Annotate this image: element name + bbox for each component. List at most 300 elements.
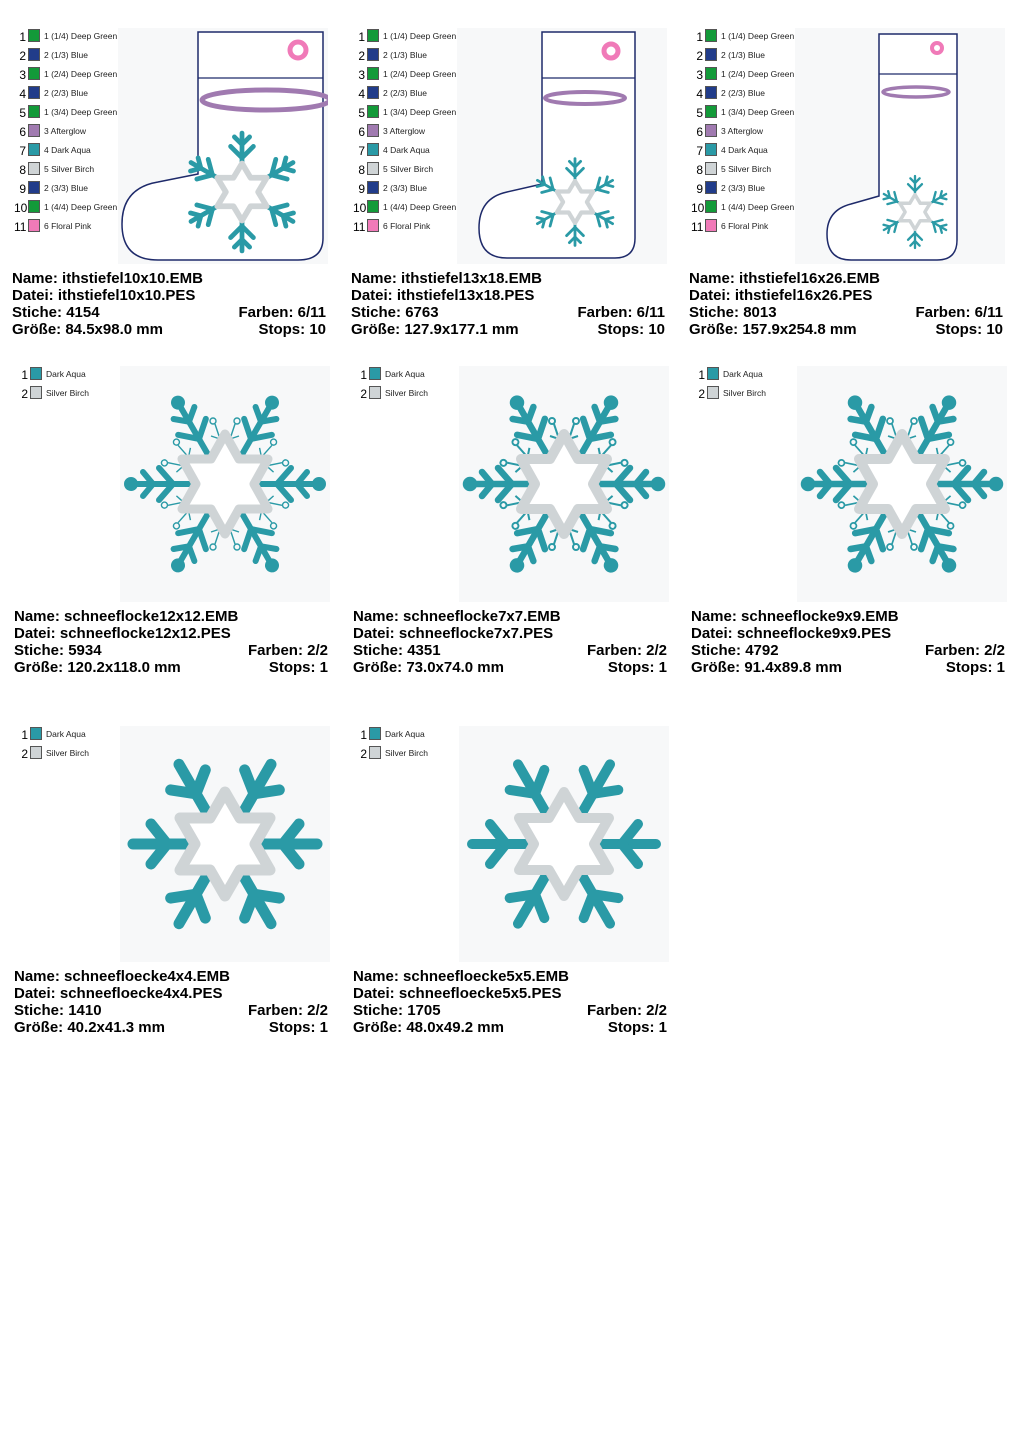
legend-number: 10 bbox=[691, 201, 705, 215]
color-swatch bbox=[705, 200, 717, 213]
legend-color-name: 6 Floral Pink bbox=[383, 221, 431, 231]
legend-row bbox=[355, 385, 465, 404]
stitches-colors-line bbox=[14, 642, 328, 659]
design-info bbox=[353, 968, 667, 1036]
stitches-label: Stiche: bbox=[14, 1002, 65, 1019]
stitch-count: 4792 bbox=[745, 642, 779, 659]
color-swatch bbox=[367, 67, 379, 80]
colors-label: Farben: bbox=[577, 304, 633, 321]
color-swatch bbox=[28, 124, 40, 137]
legend-row bbox=[353, 47, 463, 66]
design-name-line bbox=[691, 608, 1005, 625]
legend-color-name: 3 Afterglow bbox=[721, 126, 764, 136]
legend-color-name: 1 (1/4) Deep Green bbox=[721, 31, 795, 41]
legend-number: 6 bbox=[19, 125, 26, 139]
snowflake-design-image bbox=[459, 366, 669, 602]
color-swatch bbox=[369, 746, 381, 759]
legend-color-name: 1 (3/4) Deep Green bbox=[721, 107, 795, 117]
legend-number: 7 bbox=[696, 144, 703, 158]
file-label: Datei: bbox=[12, 287, 54, 304]
color-swatch bbox=[705, 143, 717, 156]
size-label: Größe: bbox=[12, 321, 62, 338]
legend-number: 2 bbox=[358, 49, 365, 63]
color-legend bbox=[355, 366, 465, 404]
legend-row bbox=[355, 366, 465, 385]
stitches-label: Stiche: bbox=[691, 642, 742, 659]
legend-row bbox=[14, 199, 124, 218]
name-label: Name: bbox=[14, 968, 60, 985]
design-size: 73.0x74.0 mm bbox=[406, 659, 504, 676]
legend-row bbox=[16, 385, 126, 404]
legend-number: 1 bbox=[21, 368, 28, 382]
design-size: 40.2x41.3 mm bbox=[67, 1019, 165, 1036]
legend-color-name: Dark Aqua bbox=[46, 369, 86, 379]
snowflake-design-image bbox=[797, 366, 1007, 602]
color-swatch bbox=[28, 86, 40, 99]
design-name: ithstiefel16x26.EMB bbox=[739, 270, 880, 287]
color-swatch bbox=[28, 143, 40, 156]
stop-count: 1 bbox=[658, 659, 667, 676]
design-file-line bbox=[14, 985, 328, 1002]
design-size: 48.0x49.2 mm bbox=[406, 1019, 504, 1036]
legend-color-name: Silver Birch bbox=[46, 388, 89, 398]
snowflake-motif bbox=[120, 366, 330, 602]
legend-row bbox=[691, 142, 801, 161]
legend-color-name: 1 (4/4) Deep Green bbox=[44, 202, 118, 212]
stitches-colors-line bbox=[691, 642, 1005, 659]
color-swatch bbox=[30, 386, 42, 399]
file-label: Datei: bbox=[691, 625, 733, 642]
size-stops-line bbox=[14, 1019, 328, 1036]
legend-color-name: 4 Dark Aqua bbox=[44, 145, 91, 155]
design-info bbox=[12, 270, 326, 338]
size-stops-line bbox=[691, 659, 1005, 676]
stop-count: 1 bbox=[319, 1019, 328, 1036]
legend-color-name: 2 (1/3) Blue bbox=[44, 50, 88, 60]
design-name-line bbox=[14, 608, 328, 625]
legend-color-name: 5 Silver Birch bbox=[44, 164, 95, 174]
size-stops-line bbox=[689, 321, 1003, 338]
legend-number: 11 bbox=[14, 220, 27, 234]
legend-color-name: 2 (1/3) Blue bbox=[721, 50, 765, 60]
design-name-line bbox=[12, 270, 326, 287]
colors-label: Farben: bbox=[586, 642, 642, 659]
size-label: Größe: bbox=[353, 1019, 403, 1036]
legend-number: 3 bbox=[696, 68, 703, 82]
legend-number: 1 bbox=[696, 30, 703, 44]
colors-label: Farben: bbox=[924, 642, 980, 659]
stop-count: 1 bbox=[658, 1019, 667, 1036]
legend-color-name: 1 (1/4) Deep Green bbox=[44, 31, 118, 41]
colors-label: Farben: bbox=[238, 304, 294, 321]
legend-row bbox=[14, 104, 124, 123]
size-label: Größe: bbox=[689, 321, 739, 338]
design-file-line bbox=[691, 625, 1005, 642]
legend-number: 1 bbox=[19, 30, 26, 44]
legend-color-name: Dark Aqua bbox=[46, 729, 86, 739]
color-count: 6/11 bbox=[974, 304, 1003, 321]
legend-color-name: 4 Dark Aqua bbox=[383, 145, 430, 155]
stitches-label: Stiche: bbox=[353, 642, 404, 659]
color-swatch bbox=[28, 200, 40, 213]
legend-number: 1 bbox=[360, 368, 367, 382]
stitch-count: 8013 bbox=[743, 304, 777, 321]
color-swatch bbox=[28, 67, 40, 80]
legend-color-name: 2 (2/3) Blue bbox=[44, 88, 88, 98]
color-swatch bbox=[367, 219, 379, 232]
name-label: Name: bbox=[14, 608, 60, 625]
design-name: schneefloecke4x4.EMB bbox=[64, 968, 230, 985]
stitches-colors-line bbox=[14, 1002, 328, 1019]
snowflake-motif bbox=[459, 726, 669, 962]
legend-number: 3 bbox=[19, 68, 26, 82]
legend-color-name: 2 (2/3) Blue bbox=[383, 88, 427, 98]
size-label: Größe: bbox=[14, 659, 64, 676]
stops-label: Stops: bbox=[597, 321, 645, 338]
legend-number: 2 bbox=[21, 747, 28, 761]
snowflake-design-image bbox=[120, 366, 330, 602]
color-swatch bbox=[30, 727, 42, 740]
design-file-line bbox=[689, 287, 1003, 304]
snowflake-design-image bbox=[120, 726, 330, 962]
legend-row bbox=[353, 199, 463, 218]
stops-label: Stops: bbox=[268, 1019, 316, 1036]
legend-number: 1 bbox=[358, 30, 365, 44]
design-file: schneeflocke12x12.PES bbox=[59, 625, 231, 642]
color-swatch bbox=[28, 48, 40, 61]
color-count: 6/11 bbox=[636, 304, 665, 321]
design-preview bbox=[120, 366, 330, 602]
design-file-line bbox=[353, 985, 667, 1002]
design-file: schneeflocke9x9.PES bbox=[736, 625, 892, 642]
stitch-count: 1410 bbox=[68, 1002, 102, 1019]
design-name-line bbox=[353, 608, 667, 625]
color-swatch bbox=[28, 29, 40, 42]
stitch-count: 4154 bbox=[66, 304, 100, 321]
design-name: schneeflocke7x7.EMB bbox=[403, 608, 561, 625]
color-swatch bbox=[705, 86, 717, 99]
legend-color-name: 2 (1/3) Blue bbox=[383, 50, 427, 60]
design-size: 127.9x177.1 mm bbox=[404, 321, 519, 338]
legend-row bbox=[14, 142, 124, 161]
color-swatch bbox=[367, 48, 379, 61]
color-swatch bbox=[707, 386, 719, 399]
legend-color-name: 2 (3/3) Blue bbox=[721, 183, 765, 193]
legend-row bbox=[693, 385, 803, 404]
color-swatch bbox=[705, 181, 717, 194]
legend-row bbox=[14, 123, 124, 142]
stop-count: 10 bbox=[986, 321, 1003, 338]
stops-label: Stops: bbox=[268, 659, 316, 676]
design-preview bbox=[459, 726, 669, 962]
snowflake-motif bbox=[459, 366, 669, 602]
legend-color-name: 6 Floral Pink bbox=[721, 221, 769, 231]
legend-color-name: 1 (1/4) Deep Green bbox=[383, 31, 457, 41]
design-file: schneefloecke4x4.PES bbox=[59, 985, 223, 1002]
design-preview bbox=[795, 28, 1005, 264]
design-name: ithstiefel10x10.EMB bbox=[62, 270, 203, 287]
legend-row bbox=[691, 180, 801, 199]
legend-row bbox=[14, 218, 124, 237]
legend-color-name: 1 (3/4) Deep Green bbox=[44, 107, 118, 117]
color-swatch bbox=[367, 29, 379, 42]
color-swatch bbox=[367, 86, 379, 99]
snowflake-motif bbox=[797, 366, 1007, 602]
stops-label: Stops: bbox=[607, 1019, 655, 1036]
stocking-design-image bbox=[457, 28, 667, 264]
legend-color-name: Dark Aqua bbox=[723, 369, 763, 379]
name-label: Name: bbox=[351, 270, 397, 287]
legend-number: 8 bbox=[696, 163, 703, 177]
legend-color-name: 4 Dark Aqua bbox=[721, 145, 768, 155]
color-swatch bbox=[369, 386, 381, 399]
design-name-line bbox=[353, 968, 667, 985]
legend-number: 4 bbox=[19, 87, 26, 101]
legend-color-name: Silver Birch bbox=[46, 748, 89, 758]
design-info bbox=[689, 270, 1003, 338]
design-preview bbox=[118, 28, 328, 264]
legend-row bbox=[14, 161, 124, 180]
stitch-count: 4351 bbox=[407, 642, 441, 659]
stocking-design-image bbox=[118, 28, 328, 264]
design-file-line bbox=[12, 287, 326, 304]
legend-number: 9 bbox=[696, 182, 703, 196]
size-label: Größe: bbox=[691, 659, 741, 676]
legend-color-name: 3 Afterglow bbox=[383, 126, 426, 136]
legend-row bbox=[353, 218, 463, 237]
size-label: Größe: bbox=[14, 1019, 64, 1036]
colors-label: Farben: bbox=[586, 1002, 642, 1019]
design-info bbox=[14, 608, 328, 676]
color-swatch bbox=[28, 219, 40, 232]
stitches-colors-line bbox=[12, 304, 326, 321]
color-swatch bbox=[369, 727, 381, 740]
file-label: Datei: bbox=[351, 287, 393, 304]
legend-number: 5 bbox=[19, 106, 26, 120]
design-size: 91.4x89.8 mm bbox=[744, 659, 842, 676]
legend-color-name: 6 Floral Pink bbox=[44, 221, 92, 231]
color-swatch bbox=[707, 367, 719, 380]
design-name-line bbox=[689, 270, 1003, 287]
legend-color-name: Silver Birch bbox=[723, 388, 766, 398]
legend-color-name: Silver Birch bbox=[385, 388, 428, 398]
design-file-line bbox=[353, 625, 667, 642]
stitches-label: Stiche: bbox=[12, 304, 63, 321]
legend-number: 7 bbox=[358, 144, 365, 158]
stitches-label: Stiche: bbox=[689, 304, 740, 321]
legend-row bbox=[353, 85, 463, 104]
legend-color-name: 1 (2/4) Deep Green bbox=[44, 69, 118, 79]
size-label: Größe: bbox=[351, 321, 401, 338]
legend-row bbox=[14, 180, 124, 199]
legend-number: 2 bbox=[19, 49, 26, 63]
stop-count: 10 bbox=[309, 321, 326, 338]
legend-row bbox=[353, 28, 463, 47]
legend-color-name: 1 (4/4) Deep Green bbox=[383, 202, 457, 212]
legend-number: 9 bbox=[19, 182, 26, 196]
legend-row bbox=[691, 66, 801, 85]
color-swatch bbox=[367, 143, 379, 156]
design-info bbox=[14, 968, 328, 1036]
legend-row bbox=[691, 123, 801, 142]
color-swatch bbox=[367, 200, 379, 213]
legend-color-name: 2 (2/3) Blue bbox=[721, 88, 765, 98]
color-swatch bbox=[367, 124, 379, 137]
color-swatch bbox=[705, 29, 717, 42]
stitches-colors-line bbox=[353, 642, 667, 659]
legend-number: 7 bbox=[19, 144, 26, 158]
legend-row bbox=[353, 66, 463, 85]
name-label: Name: bbox=[689, 270, 735, 287]
stop-count: 10 bbox=[648, 321, 665, 338]
legend-row bbox=[691, 199, 801, 218]
legend-number: 4 bbox=[696, 87, 703, 101]
snowflake-design-image bbox=[459, 726, 669, 962]
stops-label: Stops: bbox=[607, 659, 655, 676]
legend-row bbox=[691, 28, 801, 47]
stitch-count: 5934 bbox=[68, 642, 102, 659]
legend-number: 5 bbox=[696, 106, 703, 120]
legend-row bbox=[16, 745, 126, 764]
stitches-colors-line bbox=[351, 304, 665, 321]
design-size: 84.5x98.0 mm bbox=[65, 321, 163, 338]
stitches-colors-line bbox=[689, 304, 1003, 321]
design-file: schneefloecke5x5.PES bbox=[398, 985, 562, 1002]
file-label: Datei: bbox=[353, 625, 395, 642]
legend-row bbox=[353, 142, 463, 161]
design-file: schneeflocke7x7.PES bbox=[398, 625, 554, 642]
name-label: Name: bbox=[12, 270, 58, 287]
color-count: 2/2 bbox=[646, 642, 667, 659]
design-name-line bbox=[14, 968, 328, 985]
legend-row bbox=[691, 85, 801, 104]
legend-number: 6 bbox=[358, 125, 365, 139]
color-swatch bbox=[367, 162, 379, 175]
design-name: schneefloecke5x5.EMB bbox=[403, 968, 569, 985]
legend-row bbox=[691, 161, 801, 180]
legend-row bbox=[691, 218, 801, 237]
color-legend bbox=[16, 366, 126, 404]
colors-label: Farben: bbox=[247, 1002, 303, 1019]
legend-color-name: Silver Birch bbox=[385, 748, 428, 758]
legend-row bbox=[16, 726, 126, 745]
color-legend bbox=[14, 28, 124, 237]
color-swatch bbox=[705, 162, 717, 175]
legend-color-name: 2 (3/3) Blue bbox=[44, 183, 88, 193]
color-count: 2/2 bbox=[307, 642, 328, 659]
legend-number: 6 bbox=[696, 125, 703, 139]
colors-label: Farben: bbox=[915, 304, 971, 321]
legend-number: 2 bbox=[360, 747, 367, 761]
stops-label: Stops: bbox=[945, 659, 993, 676]
color-swatch bbox=[30, 746, 42, 759]
stitches-label: Stiche: bbox=[353, 1002, 404, 1019]
stitches-colors-line bbox=[353, 1002, 667, 1019]
legend-color-name: Dark Aqua bbox=[385, 729, 425, 739]
legend-color-name: 3 Afterglow bbox=[44, 126, 87, 136]
colors-label: Farben: bbox=[247, 642, 303, 659]
color-swatch bbox=[705, 48, 717, 61]
snowflake-motif bbox=[120, 726, 330, 962]
design-info bbox=[351, 270, 665, 338]
legend-row bbox=[355, 745, 465, 764]
color-swatch bbox=[367, 105, 379, 118]
stitch-count: 6763 bbox=[405, 304, 439, 321]
design-preview bbox=[797, 366, 1007, 602]
legend-number: 1 bbox=[21, 728, 28, 742]
legend-row bbox=[14, 66, 124, 85]
stitches-label: Stiche: bbox=[14, 642, 65, 659]
legend-color-name: 1 (4/4) Deep Green bbox=[721, 202, 795, 212]
legend-number: 10 bbox=[353, 201, 367, 215]
legend-number: 2 bbox=[360, 387, 367, 401]
legend-color-name: 1 (2/4) Deep Green bbox=[721, 69, 795, 79]
design-name: schneeflocke9x9.EMB bbox=[741, 608, 899, 625]
design-name-line bbox=[351, 270, 665, 287]
legend-number: 3 bbox=[358, 68, 365, 82]
design-preview bbox=[457, 28, 667, 264]
size-stops-line bbox=[14, 659, 328, 676]
legend-number: 5 bbox=[358, 106, 365, 120]
legend-number: 2 bbox=[696, 49, 703, 63]
design-preview bbox=[120, 726, 330, 962]
legend-number: 4 bbox=[358, 87, 365, 101]
legend-number: 1 bbox=[360, 728, 367, 742]
legend-color-name: Dark Aqua bbox=[385, 369, 425, 379]
color-count: 2/2 bbox=[984, 642, 1005, 659]
legend-number: 11 bbox=[691, 220, 704, 234]
design-preview bbox=[459, 366, 669, 602]
legend-row bbox=[353, 180, 463, 199]
color-count: 6/11 bbox=[297, 304, 326, 321]
color-legend bbox=[693, 366, 803, 404]
design-file: ithstiefel13x18.PES bbox=[396, 287, 535, 304]
design-name: schneeflocke12x12.EMB bbox=[64, 608, 239, 625]
stops-label: Stops: bbox=[935, 321, 983, 338]
name-label: Name: bbox=[691, 608, 737, 625]
size-label: Größe: bbox=[353, 659, 403, 676]
legend-number: 8 bbox=[358, 163, 365, 177]
legend-color-name: 1 (2/4) Deep Green bbox=[383, 69, 457, 79]
color-swatch bbox=[28, 181, 40, 194]
legend-number: 10 bbox=[14, 201, 28, 215]
file-label: Datei: bbox=[353, 985, 395, 1002]
name-label: Name: bbox=[353, 968, 399, 985]
size-stops-line bbox=[12, 321, 326, 338]
legend-number: 9 bbox=[358, 182, 365, 196]
design-size: 120.2x118.0 mm bbox=[67, 659, 181, 676]
stitch-count: 1705 bbox=[407, 1002, 441, 1019]
size-stops-line bbox=[353, 1019, 667, 1036]
stitches-label: Stiche: bbox=[351, 304, 402, 321]
legend-row bbox=[14, 47, 124, 66]
color-count: 2/2 bbox=[307, 1002, 328, 1019]
color-swatch bbox=[705, 219, 717, 232]
color-swatch bbox=[705, 124, 717, 137]
design-name: ithstiefel13x18.EMB bbox=[401, 270, 542, 287]
stop-count: 1 bbox=[319, 659, 328, 676]
legend-number: 2 bbox=[21, 387, 28, 401]
color-legend bbox=[16, 726, 126, 764]
design-file: ithstiefel16x26.PES bbox=[734, 287, 873, 304]
legend-number: 8 bbox=[19, 163, 26, 177]
color-legend bbox=[355, 726, 465, 764]
legend-row bbox=[691, 47, 801, 66]
legend-number: 1 bbox=[698, 368, 705, 382]
file-label: Datei: bbox=[14, 625, 56, 642]
legend-color-name: 1 (3/4) Deep Green bbox=[383, 107, 457, 117]
legend-color-name: 5 Silver Birch bbox=[721, 164, 772, 174]
